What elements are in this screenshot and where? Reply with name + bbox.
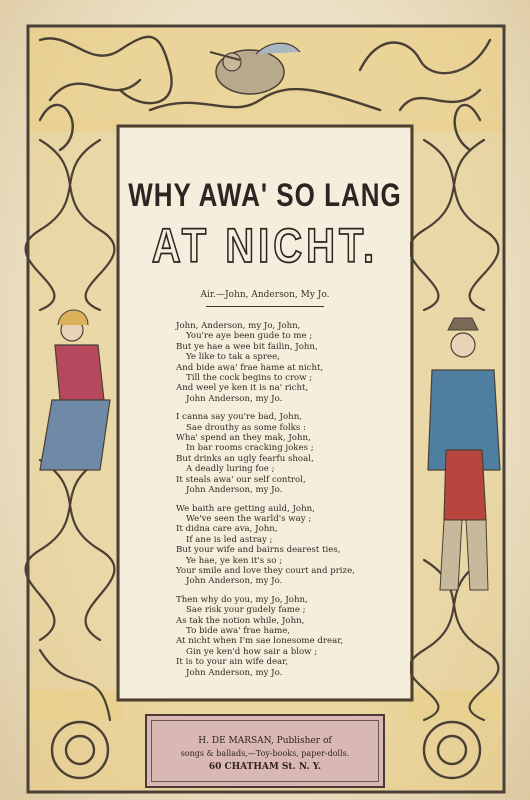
poem-line: We've seen the warld's way ; [186, 513, 312, 524]
publisher-name: H. DE MARSAN, Publisher of [198, 736, 332, 746]
poem-line: As tak the notion while, John, [176, 615, 305, 626]
poem-line: John Anderson, my Jo. [186, 485, 283, 496]
poem-line: Till the cock begins to crow ; [186, 373, 313, 384]
poem-line: It didna care ava, John, [176, 524, 278, 535]
poem-line: Wha' spend an they mak, John, [176, 433, 311, 444]
poem-line: Ye like to tak a spree, [186, 352, 280, 363]
poem-line: It is to your ain wife dear, [176, 657, 289, 668]
poem-line: But drinks an ugly fearfu shoal, [176, 453, 314, 464]
stanza-3 [176, 504, 396, 587]
poem-line: Your smile and love they court and prize, [176, 565, 355, 576]
poem-line: Sae drouthy as some folks : [186, 422, 306, 433]
poem-line: But your wife and bairns dearest ties, [176, 545, 341, 556]
poem-line: You're aye been gude to me ; [186, 331, 313, 342]
poem-line: If ane is led astray ; [186, 534, 273, 545]
poem-line: John Anderson, my Jo. [186, 576, 283, 587]
poem-line: To bide awa' frae hame, [186, 625, 291, 636]
poem-line: We baith are getting auld, John, [176, 503, 315, 514]
poem-line: A deadly luring foe ; [186, 464, 275, 475]
title-line-1: WHY AWA' SO LANG [128, 176, 402, 214]
poem-line: At nicht when I'm sae lonesome drear, [176, 636, 344, 647]
title-rule [206, 306, 324, 307]
poem-line: And bide awa' frae hame at nicht, [176, 362, 324, 373]
poem-line: John Anderson, my Jo. [186, 667, 283, 678]
poem-line: Ye hae, ye ken it's so ; [186, 555, 283, 566]
air-subtitle: Air.—John, Anderson, My Jo. [200, 290, 330, 300]
publisher-wares: songs & ballads,—Toy-books, paper-dolls. [180, 749, 350, 758]
poem-line: And weel ye ken it is na' richt, [176, 383, 309, 394]
poem-line: Sae risk your gudely fame ; [186, 605, 306, 616]
title-line-2: AT NICHT. [151, 220, 379, 273]
poem-line: It steals awa' our self control, [176, 474, 306, 485]
poem-line: John Anderson, my Jo. [186, 393, 283, 404]
poem-line: Gin ye ken'd how sair a blow ; [186, 646, 318, 657]
poem [176, 321, 396, 686]
stanza-1 [176, 321, 396, 404]
publisher-address: 60 CHATHAM St. N. Y. [208, 762, 322, 772]
poem-line: Then why do you, my Jo, John, [176, 594, 308, 605]
poem-line: I canna say you're bad, John, [176, 412, 302, 423]
poem-line: But ye hae a wee bit failin, John, [176, 341, 318, 352]
poem-line: In bar rooms cracking jokes ; [186, 443, 314, 454]
stanza-2 [176, 412, 396, 495]
publisher-imprint [145, 714, 385, 788]
poem-line: John, Anderson, my Jo, John, [176, 321, 301, 331]
stanza-4 [176, 595, 396, 678]
